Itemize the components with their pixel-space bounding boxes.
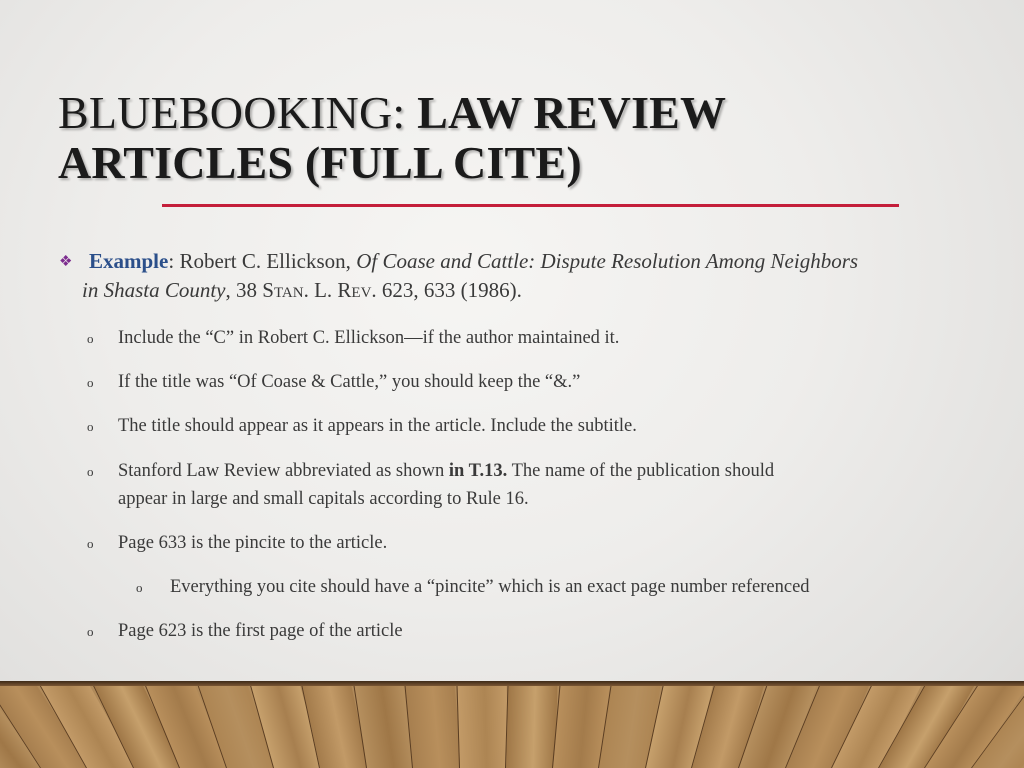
wood-floor — [0, 681, 1024, 768]
title-bold-line1: LAW REVIEW — [417, 87, 727, 138]
example-colon: : — [168, 249, 180, 273]
sub-list-item — [136, 573, 950, 601]
list-item-text: If the title was “Of Coase & Cattle,” you should keep the “&.” — [118, 372, 581, 392]
list-item-text: The title should appear as it appears in the article. Include the subtitle. — [118, 416, 637, 436]
list-item-text: Include the “C” in Robert C. Ellickson—if the author maintained it. — [118, 328, 620, 348]
example-after-title: , 38 — [225, 278, 263, 302]
list-item — [87, 529, 918, 557]
list-item — [87, 368, 918, 396]
list-item-text: Page 633 is the pincite to the article. — [118, 533, 388, 553]
example-pages: 623, 633 (1986). — [376, 278, 522, 302]
circle-bullet-icon: o — [87, 624, 94, 639]
circle-bullet-icon: o — [87, 419, 94, 434]
list-item — [87, 412, 918, 440]
example-author: Robert C. Ellickson, — [179, 249, 357, 273]
floor-edge — [0, 681, 1024, 686]
title-bold-line2: ARTICLES (FULL CITE) — [58, 137, 582, 188]
list-item-text: The name of the publication should — [507, 461, 775, 481]
floor-plank — [405, 686, 462, 768]
list-item — [87, 457, 918, 513]
sub-list-item-text: Everything you cite should have a “pincite” which is an exact page number referenced — [170, 577, 810, 597]
floor-plank — [505, 686, 557, 768]
title-light-part: BLUEBOOKING: — [58, 87, 418, 138]
list-item — [87, 617, 918, 645]
example-journal: Stan. L. Rev. — [262, 278, 377, 302]
diamond-bullet-icon: ❖ — [59, 254, 73, 270]
list-item-bold-text: in T.13. — [448, 461, 508, 481]
example-title-part1: Of Coase and Cattle: Dispute Resolution Among Neighbors — [356, 249, 859, 273]
list-item — [87, 324, 918, 352]
floor-plank — [456, 686, 508, 768]
circle-bullet-icon: o — [87, 375, 94, 390]
circle-bullet-icon: o — [136, 580, 143, 595]
circle-bullet-icon: o — [87, 331, 94, 346]
circle-bullet-icon: o — [87, 464, 94, 479]
list-item-text: Stanford Law Review abbreviated as shown — [118, 461, 449, 481]
list-item-text-line2: appear in large and small capitals according to Rule 16. — [118, 489, 529, 509]
example-title-part2: in Shasta County — [82, 278, 226, 302]
example-paragraph — [59, 247, 942, 305]
example-label: Example — [89, 249, 169, 273]
list-item-text: Page 623 is the first page of the article — [118, 621, 403, 641]
circle-bullet-icon: o — [87, 536, 94, 551]
